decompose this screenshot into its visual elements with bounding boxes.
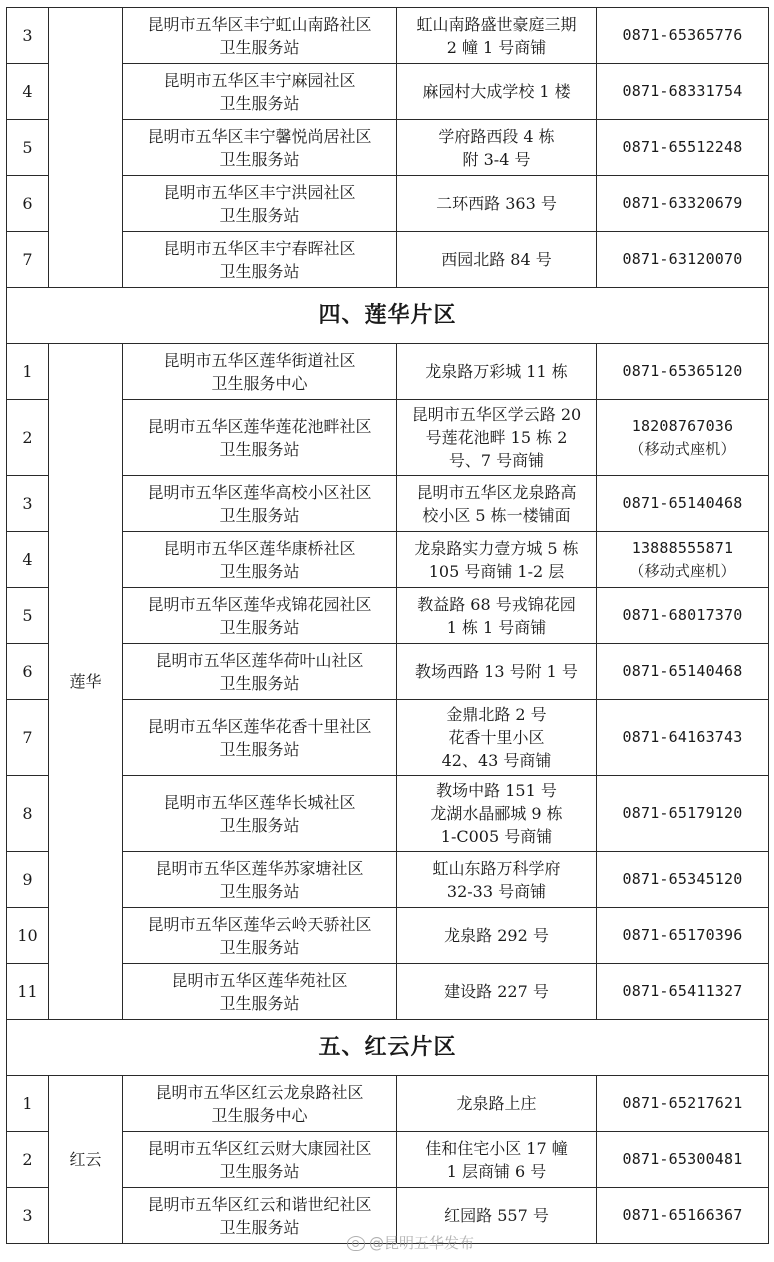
station-name: 昆明市五华区莲华莲花池畔社区 卫生服务站 bbox=[123, 400, 397, 476]
station-phone: 18208767036 （移动式座机） bbox=[597, 400, 769, 476]
station-address: 教场西路 13 号附 1 号 bbox=[397, 644, 597, 700]
station-name: 昆明市五华区莲华长城社区 卫生服务站 bbox=[123, 776, 397, 852]
station-phone: 0871-68017370 bbox=[597, 588, 769, 644]
table-row bbox=[7, 8, 769, 64]
station-name: 昆明市五华区红云龙泉路社区 卫生服务中心 bbox=[123, 1076, 397, 1132]
row-number: 4 bbox=[7, 64, 49, 120]
table-row bbox=[7, 344, 769, 400]
station-phone: 13888555871 （移动式座机） bbox=[597, 532, 769, 588]
station-address: 龙泉路实力壹方城 5 栋 105 号商铺 1-2 层 bbox=[397, 532, 597, 588]
community-health-station-table bbox=[6, 7, 769, 1244]
row-number: 3 bbox=[7, 8, 49, 64]
station-name: 昆明市五华区莲华花香十里社区 卫生服务站 bbox=[123, 700, 397, 776]
row-number: 1 bbox=[7, 344, 49, 400]
station-phone: 0871-65512248 bbox=[597, 120, 769, 176]
row-number: 5 bbox=[7, 120, 49, 176]
station-address: 龙泉路万彩城 11 栋 bbox=[397, 344, 597, 400]
station-phone: 0871-65345120 bbox=[597, 852, 769, 908]
station-address: 虹山南路盛世豪庭三期 2 幢 1 号商铺 bbox=[397, 8, 597, 64]
station-address: 虹山东路万科学府 32-33 号商铺 bbox=[397, 852, 597, 908]
station-address: 二环西路 363 号 bbox=[397, 176, 597, 232]
station-name: 昆明市五华区红云财大康园社区 卫生服务站 bbox=[123, 1132, 397, 1188]
station-address: 学府路西段 4 栋 附 3-4 号 bbox=[397, 120, 597, 176]
station-address: 教场中路 151 号 龙湖水晶郦城 9 栋 1-C005 号商铺 bbox=[397, 776, 597, 852]
station-phone: 0871-65217621 bbox=[597, 1076, 769, 1132]
row-number: 9 bbox=[7, 852, 49, 908]
weibo-icon bbox=[347, 1236, 365, 1251]
station-name: 昆明市五华区莲华街道社区 卫生服务中心 bbox=[123, 344, 397, 400]
station-name: 昆明市五华区红云和谐世纪社区 卫生服务站 bbox=[123, 1188, 397, 1244]
station-name: 昆明市五华区丰宁虹山南路社区 卫生服务站 bbox=[123, 8, 397, 64]
station-address: 西园北路 84 号 bbox=[397, 232, 597, 288]
station-phone: 0871-65365120 bbox=[597, 344, 769, 400]
row-number: 8 bbox=[7, 776, 49, 852]
station-name: 昆明市五华区莲华康桥社区 卫生服务站 bbox=[123, 532, 397, 588]
station-address: 金鼎北路 2 号 花香十里小区 42、43 号商铺 bbox=[397, 700, 597, 776]
station-name: 昆明市五华区莲华荷叶山社区 卫生服务站 bbox=[123, 644, 397, 700]
station-address: 红园路 557 号 bbox=[397, 1188, 597, 1244]
station-name: 昆明市五华区丰宁麻园社区 卫生服务站 bbox=[123, 64, 397, 120]
station-phone: 0871-65300481 bbox=[597, 1132, 769, 1188]
row-number: 10 bbox=[7, 908, 49, 964]
row-number: 6 bbox=[7, 176, 49, 232]
row-number: 1 bbox=[7, 1076, 49, 1132]
section-title: 四、莲华片区 bbox=[7, 288, 769, 344]
station-name: 昆明市五华区莲华高校小区社区 卫生服务站 bbox=[123, 476, 397, 532]
station-address: 昆明市五华区学云路 20 号莲花池畔 15 栋 2 号、7 号商铺 bbox=[397, 400, 597, 476]
station-name: 昆明市五华区丰宁洪园社区 卫生服务站 bbox=[123, 176, 397, 232]
station-phone: 0871-64163743 bbox=[597, 700, 769, 776]
section-header-row bbox=[7, 1020, 769, 1076]
row-number: 11 bbox=[7, 964, 49, 1020]
row-number: 7 bbox=[7, 232, 49, 288]
station-name: 昆明市五华区莲华苏家塘社区 卫生服务站 bbox=[123, 852, 397, 908]
watermark-text: @昆明五华发布 bbox=[368, 1234, 474, 1252]
district-cell-empty bbox=[49, 8, 123, 288]
station-address: 麻园村大成学校 1 楼 bbox=[397, 64, 597, 120]
station-phone: 0871-65411327 bbox=[597, 964, 769, 1020]
station-phone: 0871-65170396 bbox=[597, 908, 769, 964]
station-name: 昆明市五华区丰宁春晖社区 卫生服务站 bbox=[123, 232, 397, 288]
station-address: 龙泉路上庄 bbox=[397, 1076, 597, 1132]
station-phone: 0871-63320679 bbox=[597, 176, 769, 232]
section-header-row bbox=[7, 288, 769, 344]
row-number: 7 bbox=[7, 700, 49, 776]
row-number: 3 bbox=[7, 476, 49, 532]
district-cell: 莲华 bbox=[49, 344, 123, 1020]
station-name: 昆明市五华区丰宁馨悦尚居社区 卫生服务站 bbox=[123, 120, 397, 176]
station-phone: 0871-65140468 bbox=[597, 644, 769, 700]
station-name: 昆明市五华区莲华戎锦花园社区 卫生服务站 bbox=[123, 588, 397, 644]
row-number: 6 bbox=[7, 644, 49, 700]
station-address: 佳和住宅小区 17 幢 1 层商铺 6 号 bbox=[397, 1132, 597, 1188]
station-phone: 0871-65179120 bbox=[597, 776, 769, 852]
station-phone: 0871-68331754 bbox=[597, 64, 769, 120]
station-address: 建设路 227 号 bbox=[397, 964, 597, 1020]
station-phone: 0871-63120070 bbox=[597, 232, 769, 288]
row-number: 4 bbox=[7, 532, 49, 588]
station-address: 龙泉路 292 号 bbox=[397, 908, 597, 964]
station-phone: 0871-65365776 bbox=[597, 8, 769, 64]
watermark bbox=[347, 1232, 474, 1253]
row-number: 3 bbox=[7, 1188, 49, 1244]
district-cell: 红云 bbox=[49, 1076, 123, 1244]
station-phone: 0871-65140468 bbox=[597, 476, 769, 532]
section-title: 五、红云片区 bbox=[7, 1020, 769, 1076]
row-number: 5 bbox=[7, 588, 49, 644]
row-number: 2 bbox=[7, 1132, 49, 1188]
station-name: 昆明市五华区莲华苑社区 卫生服务站 bbox=[123, 964, 397, 1020]
row-number: 2 bbox=[7, 400, 49, 476]
station-phone: 0871-65166367 bbox=[597, 1188, 769, 1244]
station-name: 昆明市五华区莲华云岭天骄社区 卫生服务站 bbox=[123, 908, 397, 964]
station-address: 昆明市五华区龙泉路高 校小区 5 栋一楼铺面 bbox=[397, 476, 597, 532]
station-address: 教益路 68 号戎锦花园 1 栋 1 号商铺 bbox=[397, 588, 597, 644]
table-row bbox=[7, 1076, 769, 1132]
